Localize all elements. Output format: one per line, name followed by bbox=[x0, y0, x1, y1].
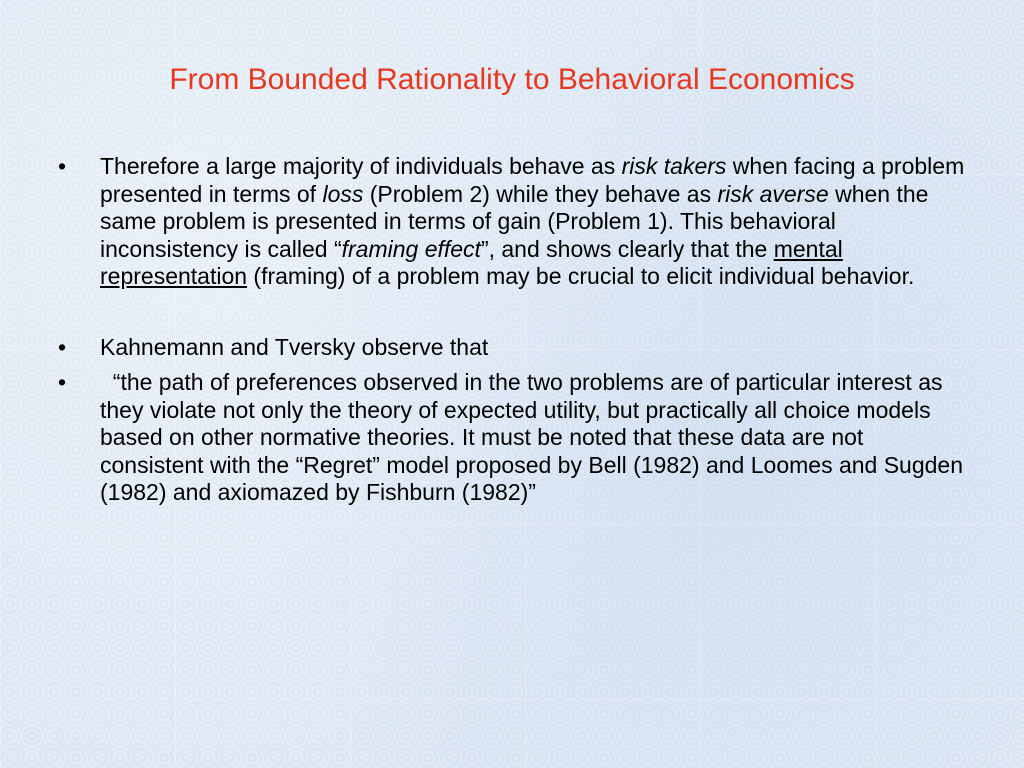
bullet-marker: • bbox=[58, 369, 67, 395]
underlined-term-mental-representation: mental representation bbox=[100, 235, 843, 289]
bullet-marker: • bbox=[58, 153, 67, 179]
text-run: when facing a problem presented in terms of bbox=[100, 153, 965, 207]
italic-term-framing-effect: framing effect bbox=[341, 235, 481, 262]
bullet-item-quote bbox=[58, 369, 968, 507]
italic-term-loss: loss bbox=[322, 180, 364, 207]
bullet-text: “the path of preferences observed in the two problems are of particular interest as they violate not only the theory of expected utility, but practically all choice models based on other normative theories. It must be noted that these data are not consistent with the “Regret” model proposed by Bell (1982) and Loomes and Sugden (1982) and axiomazed by Fishburn (1982)” bbox=[100, 369, 970, 505]
italic-term-risk-takers: risk takers bbox=[621, 153, 727, 179]
text-run: (Problem 2) while they behave as bbox=[363, 180, 718, 207]
text-run: Therefore a large majority of individuals behave as bbox=[100, 153, 622, 179]
bullet-text: Kahnemann and Tversky observe that bbox=[100, 333, 489, 360]
bullet-item-framing-effect bbox=[58, 153, 968, 291]
bullet-marker: • bbox=[58, 333, 67, 360]
text-run: (framing) of a problem may be crucial to elicit individual behavior. bbox=[247, 263, 915, 289]
italic-term-risk-averse: risk averse bbox=[717, 180, 829, 207]
slide-title: From Bounded Rationality to Behavioral Economics bbox=[169, 63, 855, 96]
bullet-text bbox=[100, 153, 964, 289]
text-run: when the same problem is presented in terms of gain (Problem 1). This behavioral inconsistency is called “ bbox=[100, 180, 929, 262]
bullet-item-kahnemann-tversky bbox=[58, 334, 968, 362]
text-run: ”, and shows clearly that the bbox=[480, 235, 774, 262]
bullet-list bbox=[58, 153, 968, 507]
